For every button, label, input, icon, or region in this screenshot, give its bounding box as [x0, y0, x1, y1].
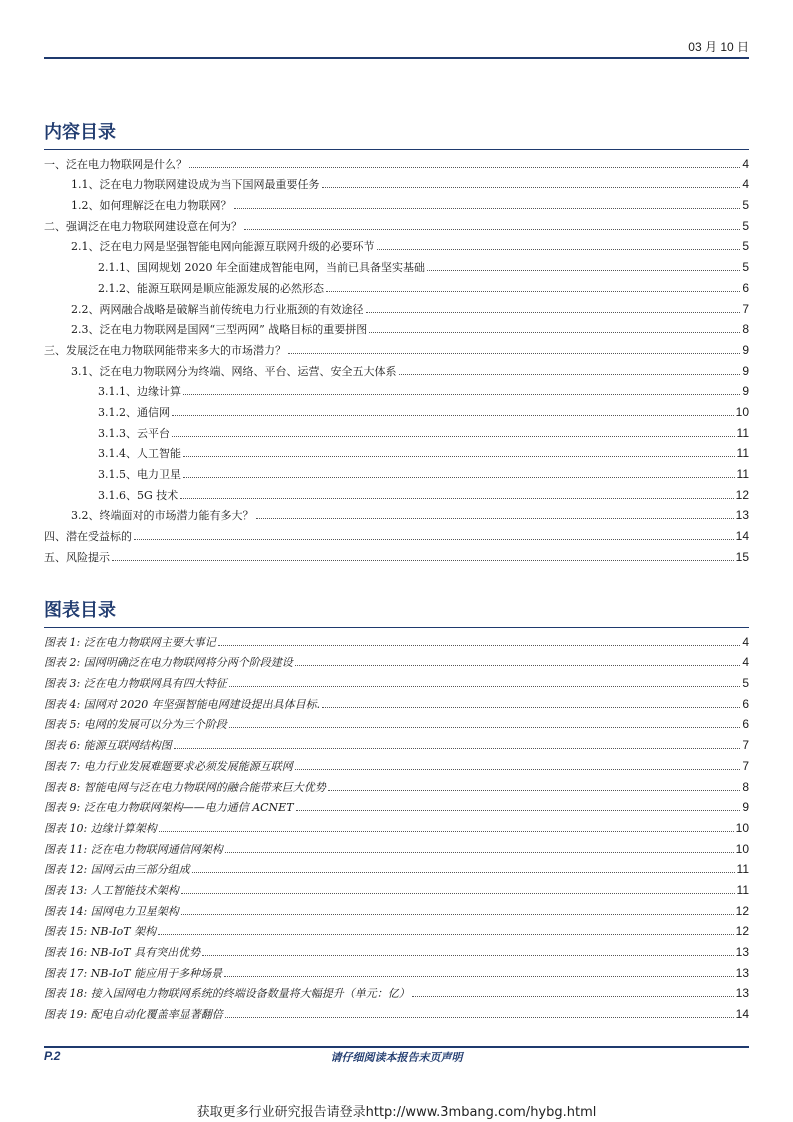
dot-leader [158, 934, 734, 935]
dot-leader [192, 872, 735, 873]
toc-entry-page: 5 [742, 218, 749, 233]
toc-entry-page: 5 [742, 239, 749, 254]
figure-entry-page: 4 [742, 634, 749, 649]
figure-entry-page: 13 [735, 965, 749, 980]
toc-entry-page: 10 [735, 404, 749, 419]
toc-entry[interactable] [44, 295, 749, 316]
dot-leader [244, 229, 740, 230]
toc-entry[interactable] [44, 253, 749, 274]
figure-entry[interactable] [44, 711, 749, 732]
toc-entry[interactable] [44, 171, 749, 192]
toc-entry[interactable] [44, 274, 749, 295]
toc-entry-label: 2.3、泛在电力物联网是国网“三型两网” 战略目标的重要拼图 [71, 323, 368, 337]
figure-entry-label: 图表 8: 智能电网与泛在电力物联网的融合能带来巨大优势 [44, 780, 326, 794]
toc-entry-label: 三、发展泛在电力物联网能带来多大的市场潜力？ [44, 343, 286, 357]
figure-entry[interactable] [44, 628, 749, 649]
toc-entry-page: 11 [736, 425, 749, 440]
figure-entry-label: 图表 5: 电网的发展可以分为三个阶段 [44, 718, 227, 732]
toc-entry[interactable] [44, 440, 749, 461]
figure-entry-label: 图表 2: 国网明确泛在电力物联网将分两个阶段建设 [44, 656, 293, 670]
dot-leader [224, 976, 734, 977]
toc-entry-page: 14 [735, 529, 749, 544]
dot-leader [159, 831, 734, 832]
toc-entry-page: 9 [742, 384, 749, 399]
toc-entry-label: 五、风险提示 [44, 550, 110, 564]
dot-leader [134, 539, 734, 540]
figure-entry-page: 13 [735, 945, 749, 959]
dot-leader [181, 914, 734, 915]
figure-entry-label: 图表 13: 人工智能技术架构 [44, 883, 179, 897]
toc-entry[interactable] [44, 378, 749, 399]
toc-entry-label: 2.1.1、国网规划 2020 年全面建成智能电网，当前已具备坚实基础 [98, 261, 425, 275]
dot-leader [189, 167, 740, 168]
toc-title: 内容目录 [44, 122, 116, 143]
toc-entry[interactable] [44, 419, 749, 440]
figure-entry-page: 10 [735, 820, 749, 835]
toc-entry-label: 3.1.4、人工智能 [98, 447, 181, 461]
toc-entry-label: 1.2、如何理解泛在电力物联网？ [71, 199, 232, 213]
toc-entry-label: 3.1.5、电力卫星 [98, 468, 181, 481]
dot-leader [181, 893, 735, 894]
dot-leader [218, 645, 741, 646]
toc-entry[interactable] [44, 522, 749, 543]
dot-leader [229, 727, 741, 728]
figure-entry[interactable] [44, 1000, 749, 1021]
figure-entry-page: 11 [736, 882, 749, 897]
dot-leader [295, 769, 741, 770]
toc-entry-label: 3.2、终端面对的市场潜力能有多大？ [71, 509, 254, 523]
toc-entry-label: 3.1.6、5G 技术 [98, 488, 179, 502]
figure-entry-page: 14 [735, 1007, 749, 1022]
figure-entry-label: 图表 6: 能源互联网结构图 [44, 739, 172, 753]
dot-leader [328, 790, 741, 791]
figure-entry-label: 图表 15: NB-IoT 架构 [44, 925, 157, 939]
toc-entry-page: 7 [742, 301, 749, 316]
figure-entry-page: 11 [736, 862, 749, 877]
figure-entry-label: 图表 19: 配电自动化覆盖率显著翻倍 [44, 1008, 223, 1022]
figure-entry-page: 7 [742, 758, 749, 773]
figure-entry-label: 图表 17: NB-IoT 能应用于多种场景 [44, 966, 223, 980]
figure-entry-label: 图表 9: 泛在电力物联网架构——电力通信 ACNET [44, 801, 294, 815]
figure-entry-label: 图表 1: 泛在电力物联网主要大事记 [44, 635, 216, 649]
toc-entry[interactable] [44, 233, 749, 254]
toc-entry-page: 9 [742, 363, 749, 378]
toc-entry-label: 3.1、泛在电力物联网分为终端、网络、平台、运营、安全五大体系 [71, 364, 397, 378]
dot-leader [369, 332, 740, 333]
figure-entry-label: 图表 10: 边缘计算架构 [44, 821, 157, 835]
toc-entry-page: 4 [742, 156, 749, 171]
figure-entry[interactable] [44, 876, 749, 897]
dot-leader [180, 498, 733, 499]
dot-leader [174, 748, 741, 749]
toc-entry[interactable] [44, 502, 749, 523]
figure-entry[interactable] [44, 938, 749, 959]
figure-entry[interactable] [44, 959, 749, 980]
toc-entry[interactable] [44, 150, 749, 171]
dot-leader [256, 518, 734, 519]
toc-entry-page: 8 [742, 322, 749, 337]
dot-leader [427, 270, 740, 271]
toc-entry-label: 四、潜在受益标的 [44, 530, 132, 544]
dot-leader [234, 208, 741, 209]
header-rule [44, 57, 749, 59]
figure-entry-page: 13 [735, 986, 749, 1001]
figure-entry-label: 图表 3: 泛在电力物联网具有四大特征 [44, 677, 227, 691]
dot-leader [202, 955, 734, 956]
toc-entry-label: 2.1、泛在电力网是坚强智能电网向能源互联网升级的必要环节 [71, 240, 375, 254]
figures-title: 图表目录 [44, 600, 116, 621]
watermark-link[interactable]: 获取更多行业研究报告请登录http://www.3mbang.com/hybg.html [196, 1105, 597, 1120]
figure-entry-label: 图表 11: 泛在电力物联网通信网架构 [44, 842, 223, 856]
figure-entry-page: 9 [742, 800, 749, 815]
figure-entry-label: 图表 14: 国网电力卫星架构 [44, 904, 179, 918]
figure-entry[interactable] [44, 773, 749, 794]
dot-leader [288, 353, 740, 354]
figure-entry-page: 12 [735, 903, 749, 918]
figure-entry[interactable] [44, 814, 749, 835]
toc-entry[interactable] [44, 460, 749, 481]
figure-entry[interactable] [44, 649, 749, 670]
figures-list [44, 627, 749, 1021]
toc-entry[interactable] [44, 191, 749, 212]
dot-leader [366, 312, 741, 313]
figure-entry-page: 6 [742, 717, 749, 732]
figure-entry[interactable] [44, 794, 749, 815]
dot-leader [172, 436, 735, 437]
toc-list [44, 149, 749, 564]
toc-entry-label: 3.1.1、边缘计算 [98, 385, 181, 399]
figure-entry[interactable] [44, 835, 749, 856]
figure-entry[interactable] [44, 856, 749, 877]
figure-entry-label: 图表 4: 国网对 2020 年坚强智能电网建设提出具体目标. [44, 697, 321, 711]
toc-entry-label: 3.1.3、云平台 [98, 426, 170, 440]
figure-entry[interactable] [44, 980, 749, 1001]
toc-entry-page: 11 [736, 446, 749, 461]
figure-entry-label: 图表 16: NB-IoT 具有突出优势 [44, 946, 201, 959]
toc-entry-label: 二、强调泛在电力物联网建设意在何为？ [44, 219, 242, 233]
dot-leader [322, 187, 741, 188]
toc-entry-label: 1.1、泛在电力物联网建设成为当下国网最重要任务 [71, 178, 320, 192]
dot-leader [296, 810, 741, 811]
toc-entry[interactable] [44, 357, 749, 378]
figure-entry[interactable] [44, 669, 749, 690]
toc-entry-page: 6 [742, 280, 749, 295]
dot-leader [225, 1017, 734, 1018]
toc-entry-label: 2.1.2、能源互联网是顺应能源发展的必然形态 [98, 281, 324, 295]
toc-entry-page: 12 [735, 487, 749, 502]
figure-entry-page: 6 [742, 696, 749, 711]
toc-entry[interactable] [44, 316, 749, 337]
figure-entry[interactable] [44, 731, 749, 752]
toc-entry-label: 一、泛在电力物联网是什么？ [44, 157, 187, 171]
toc-entry-label: 3.1.2、通信网 [98, 405, 170, 419]
dot-leader [183, 477, 735, 478]
toc-entry[interactable] [44, 481, 749, 502]
dot-leader [295, 665, 741, 666]
toc-entry-page: 13 [735, 508, 749, 523]
toc-entry[interactable] [44, 543, 749, 564]
dot-leader [322, 707, 740, 708]
dot-leader [172, 415, 734, 416]
toc-entry[interactable] [44, 212, 749, 233]
figure-entry-page: 5 [742, 676, 749, 691]
toc-entry-page: 4 [742, 177, 749, 192]
figure-entry[interactable] [44, 690, 749, 711]
figure-entry[interactable] [44, 918, 749, 939]
footer-disclaimer: 请仔细阅读本报告末页声明 [330, 1051, 463, 1064]
toc-entry-page: 5 [742, 260, 749, 275]
figure-entry-label: 图表 18: 接入国网电力物联网系统的终端设备数量将大幅提升（单元：亿） [44, 987, 410, 1001]
header-date: 03 月 10 日 [688, 40, 749, 54]
dot-leader [399, 374, 741, 375]
dot-leader [377, 249, 741, 250]
toc-entry-page: 5 [742, 198, 749, 213]
toc-entry[interactable] [44, 398, 749, 419]
toc-entry-label: 2.2、两网融合战略是破解当前传统电力行业瓶颈的有效途径 [71, 302, 364, 316]
dot-leader [112, 560, 734, 561]
dot-leader [225, 852, 734, 853]
dot-leader [229, 686, 741, 687]
dot-leader [326, 291, 740, 292]
figure-entry[interactable] [44, 897, 749, 918]
dot-leader [183, 456, 735, 457]
figure-entry-page: 4 [742, 655, 749, 670]
footer-rule [44, 1046, 749, 1048]
figure-entry-page: 7 [742, 738, 749, 753]
toc-entry[interactable] [44, 336, 749, 357]
footer-page-number: P.2 [44, 1049, 61, 1063]
dot-leader [412, 996, 734, 997]
figure-entry-label: 图表 12: 国网云由三部分组成 [44, 863, 190, 877]
figure-entry-label: 图表 7: 电力行业发展难题要求必须发展能源互联网 [44, 759, 293, 773]
toc-entry-page: 15 [735, 549, 749, 564]
toc-entry-page: 9 [742, 342, 749, 357]
dot-leader [183, 394, 740, 395]
figure-entry-page: 12 [735, 924, 749, 939]
figure-entry-page: 10 [735, 841, 749, 856]
figure-entry[interactable] [44, 752, 749, 773]
toc-entry-page: 11 [736, 467, 749, 481]
figure-entry-page: 8 [742, 779, 749, 794]
